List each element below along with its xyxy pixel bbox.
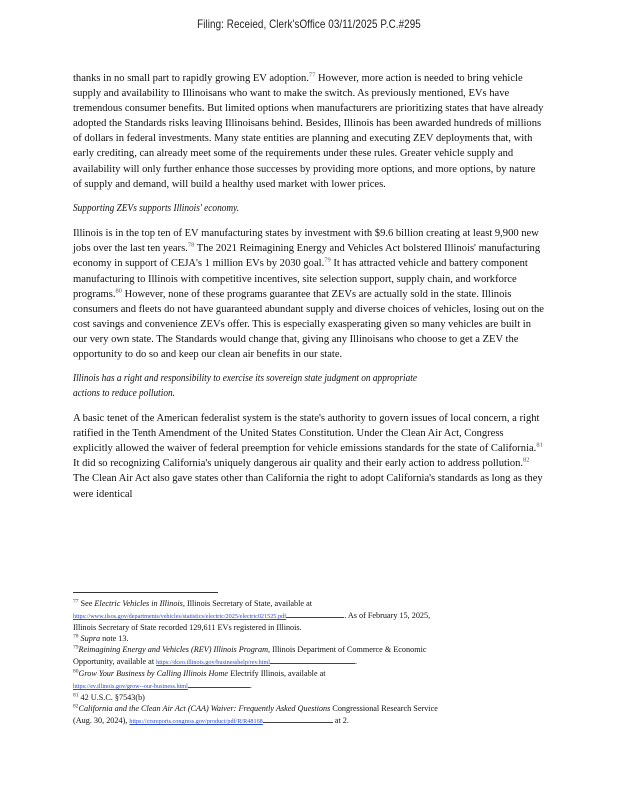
paragraph-manufacturing: Illinois is in the top ten of EV manufacturing states by investment with $9.6 billion creating at least 9,900 new jobs over the last ten years.$^{78}$ The 2021 Reimagining Energy and Vehicles Act bolstered Illinois' manufacturing economy in support of CEJA's 1 million EVs by 2030 goal.$^{79}$ It has attracted vehicle and battery component manufacturing to Illinois with competitive incentives, site selection support, supply chain, and workforce programs.$^{80}$ However, none of these programs guarantee that ZEVs are actually sold in the state. Illinois consumers and fleets do not have guaranteed abundant supply and diverse choices of vehicles, losing out on the cost savings and convenience ZEVs offer. This is especially exasperating given so many vehicles are built in our very own state. The Standards would change that, giving any Illinoisans who choose to get a ZEV the opportunity to do so and keep our clean air benefits in our state. — [73, 228, 544, 360]
paragraph-ev-adoption: thanks in no small part to rapidly growing EV adoption.$^{77}$ However, more action is needed to bring vehicle supply and availability to Illinoisans who want to make the switch. As previously mentioned, EVs have tremendous consumer benefits. But limited options when manufacturers are prioritizing states that have already adopted the Standards risks leaving Illinoisans behind. Besides, Illinois has been awarded hundreds of millions of dollars in federal investments. Many state entities are planning and executing ZEV deployments that, with early crediting, can already meet some of the requirements under these rules. Greater vehicle supply and availability will only further enhance those successes by providing more options, and more options, by nature of supply and demand, will build a healthy used market with lower prices. — [73, 71, 544, 190]
footnote-80: $^{80}$Grow Your Business by Calling Illinois Home Electrify Illinois, available at https://ev.illinois.gov/grow--our-business.html . — [73, 668, 326, 690]
footnote-79: $^{79}$Reimagining Energy and Vehicles (REV) Illinois Program, Illinois Department of Commerce & Economic Opportunity, available at https://dceo.illinois.gov/businesshelp/rev.html . — [73, 644, 427, 666]
footnote-ref-79[interactable]: 79 — [324, 256, 331, 264]
footnote-ref-81[interactable]: 81 — [536, 441, 543, 449]
footnote-82-link[interactable]: https://crsreports.congress.gov/product/pdf/R/R48168 — [129, 718, 263, 725]
footnote-ref-80[interactable]: 80 — [115, 287, 122, 295]
footnote-divider — [73, 592, 218, 593]
footnote-ref-82[interactable]: 82 — [523, 456, 530, 464]
footnote-82: $^{82}$California and the Clean Air Act (CAA) Waiver: Frequently Asked Questions Congressional Research Service (Aug. 30, 2024), https://crsreports.congress.gov/product/pdf/R/R48168 at 2. — [73, 703, 438, 725]
footnote-77: $^{77}$ See Electric Vehicles in Illinois, Illinois Secretary of State, available at https://www.ilsos.gov/departments/vehicles/statistics/electric/2025/electric021525.pdf . As of February 15, 2025, Illinois Secretary of State recorded 129,611 EVs registered in Illinois. — [73, 598, 431, 632]
document-body — [73, 71, 545, 512]
footnote-ref-77[interactable]: 77 — [308, 71, 316, 79]
section-heading-sovereignty: Illinois has a right and responsibility to exercise its sovereign state judgment on appropriate actions to reduce pollution. — [73, 373, 417, 399]
section-heading-economy: Supporting ZEVs supports Illinois' economy. — [73, 202, 240, 214]
footnote-77-link[interactable]: https://www.ilsos.gov/departments/vehicles/statistics/electric/2025/electric021525.pdf — [73, 613, 287, 620]
footnote-81: $^{81}$ 42 U.S.C. §7543(b) — [73, 692, 145, 702]
footnote-78: $^{78}$ Supra note 13. — [73, 633, 129, 643]
footnote-ref-78[interactable]: 78 — [187, 241, 195, 249]
filing-stamp-header: Filing: Receied, Clerk'sOffice 03/11/2025 P.C.#295 — [197, 17, 421, 31]
footnotes — [73, 598, 545, 727]
paragraph-federalism: A basic tenet of the American federalist system is the state's authority to govern issues of local concern, a right ratified in the Tenth Amendment of the United States Constitution. Under the Clean Air Act, Congress explicitly allowed the waiver of federal preemption for vehicle emissions standards for the state of California.$^{81}$ It did so recognizing California's uniquely dangerous air quality and their early action to address pollution.$^{82}$ The Clean Air Act also gave states other than California the right to adopt California's standards as long as they were identical — [73, 413, 543, 500]
footnote-80-link[interactable]: https://ev.illinois.gov/grow--our-business.html — [73, 683, 188, 690]
footnote-79-link[interactable]: https://dceo.illinois.gov/businesshelp/rev.html — [156, 659, 271, 666]
